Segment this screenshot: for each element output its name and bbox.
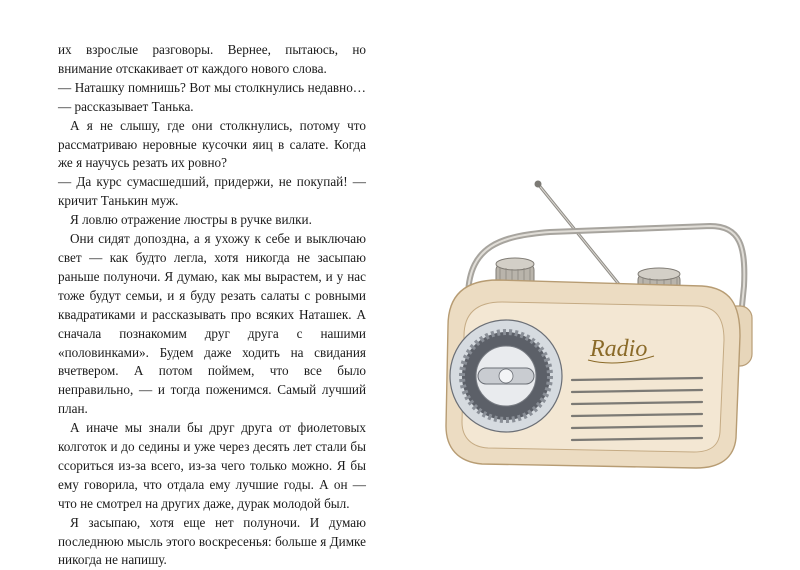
radio-label-text: Radio: [590, 336, 648, 362]
vintage-radio-icon: [440, 176, 760, 476]
paragraph: Я засыпаю, хотя еще нет полуночи. И думаю последнюю мысль этого воскресенья: больше я Димке никогда не напишу.: [58, 514, 366, 568]
text-column: [58, 41, 366, 570]
paragraph: А я не слышу, где они столкнулись, потому что рассматриваю неровные кусочки яиц в салате. Когда же я научусь резать их ровно?: [58, 117, 366, 171]
paragraph: Они сидят допоздна, а я ухожу к себе и выключаю свет — как будто легла, хотя никогда не засыпаю раньше полуночи. Я думаю, как мы вырастем, и у нас тоже будут семьи, и я буду резать салаты с ровными квадратиками и рассказывать про всяких Наташек. А сначала познакомим друг друга с нашими «половинками». Будем даже ходить на свидания вчетвером. А потом поймем, что все было неправильно, — и тогда поженимся. Самый лучший план.: [58, 231, 366, 417]
paragraph: — Наташку помнишь? Вот мы столкнулись недавно… — рассказывает Танька.: [58, 79, 366, 114]
radio-label: [588, 336, 654, 363]
tuning-dial: [450, 320, 562, 432]
paragraph: Я ловлю отражение люстры в ручке вилки.: [70, 212, 312, 228]
paragraph: — Да курс сумасшедший, придержи, не покупай! — кричит Танькин муж.: [58, 174, 366, 209]
paragraph: их взрослые разговоры. Вернее, пытаюсь, но внимание отскакивает от каждого нового слова.: [58, 42, 366, 76]
paragraph: А иначе мы знали бы друг друга от фиолетовых колготок и до седины и уже через десять лет стали бы ссориться из-за всего, из-за чего только можно. Я бы ему говорила, что отдала ему лучшие годы. А он — что не смотрел на других даже, дурак молодой был.: [58, 420, 366, 511]
